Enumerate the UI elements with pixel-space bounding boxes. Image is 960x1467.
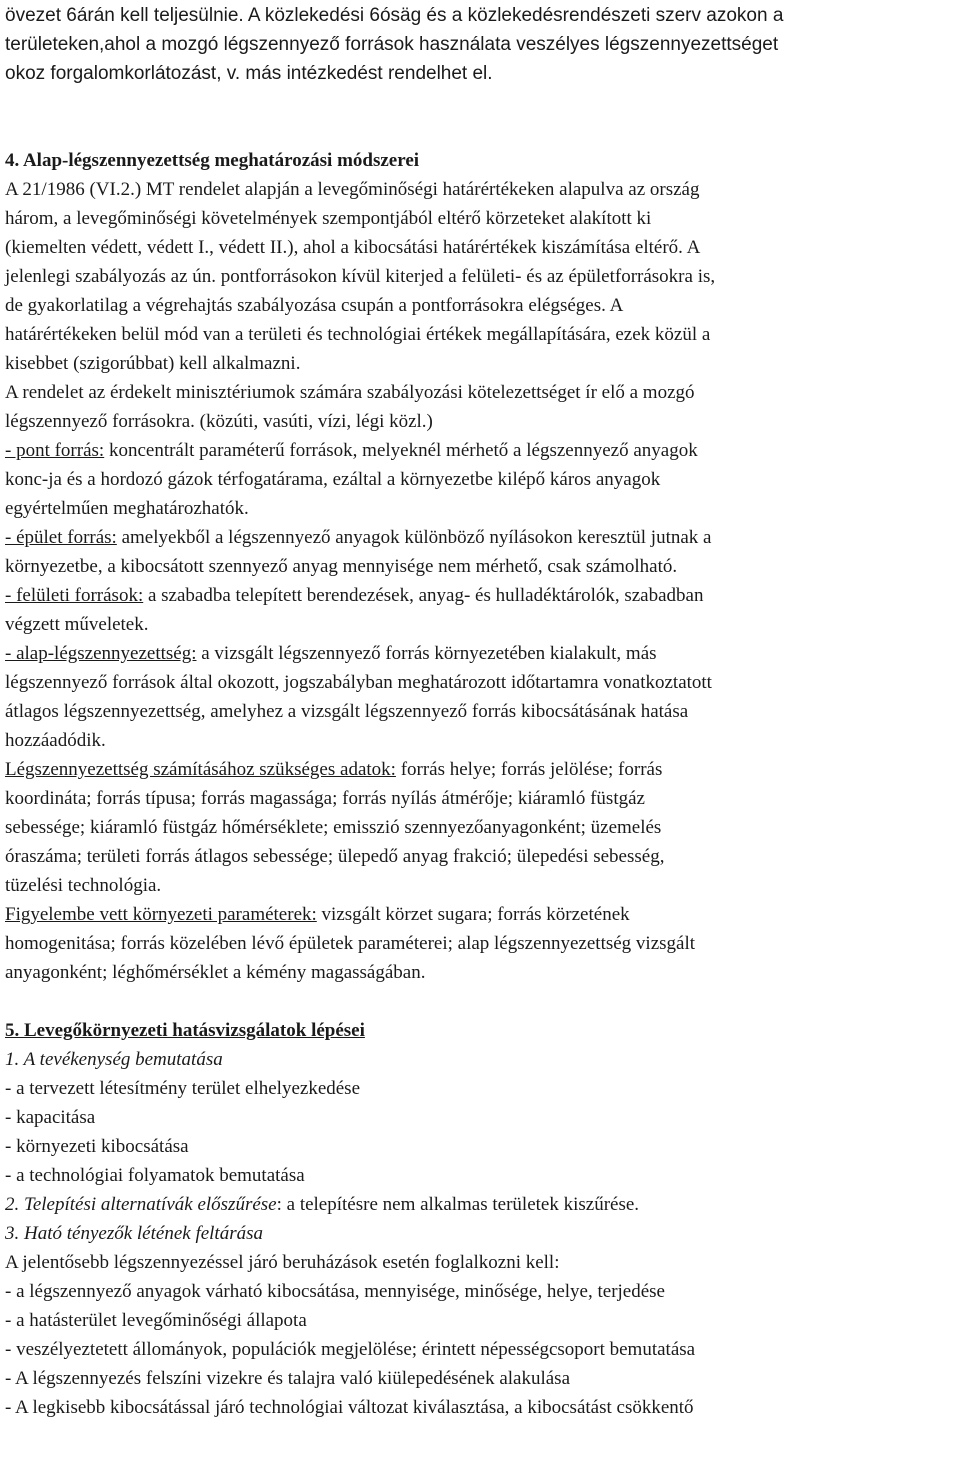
- section4-line: kisebbet (szigorúbbat) kell alkalmazni.: [5, 353, 301, 374]
- required-data-label: Légszennyezettség számításához szükséges adatok:: [5, 759, 396, 780]
- base-pollution-def: [5, 639, 955, 755]
- building-source-label: - épület forrás:: [5, 527, 117, 548]
- base-pollution-line: átlagos légszennyezettség, amelyhez a vizsgált légszennyező forrás kibocsátásának hatása: [5, 701, 689, 722]
- base-pollution-label: - alap-légszennyezettség:: [5, 643, 197, 664]
- building-source-line: környezetbe, a kibocsátott szennyező anyag mennyisége nem mérhető, csak számolható.: [5, 556, 678, 577]
- base-pollution-line: légszennyező források által okozott, jogszabályban meghatározott időtartamra vonatkoztatott: [5, 672, 712, 693]
- point-source-line: egyértelműen meghatározhatók.: [5, 498, 249, 519]
- step2-title: 2. Telepítési alternatívák előszűrése: [5, 1194, 277, 1215]
- section4-line: jelenlegi szabályozás az ún. pontforrásokon kívül kiterjed a felületi- és az épületforrásokra is,: [5, 266, 716, 287]
- step3-title: 3. Ható tényezők létének feltárása: [5, 1223, 264, 1244]
- base-pollution-text: a vizsgált légszennyező forrás környezetében kialakult, más: [196, 643, 657, 664]
- env-params-line: anyagonként; léghőmérséklet a kémény magasságában.: [5, 962, 426, 983]
- section5-heading: 5. Levegőkörnyezeti hatásvizsgálatok lépései: [5, 1020, 365, 1041]
- point-source-def: [5, 436, 955, 523]
- base-pollution-line: hozzáadódik.: [5, 730, 106, 751]
- point-source-text: koncentrált paraméterű források, melyeknél mérhető a légszennyező anyagok: [104, 440, 698, 461]
- surface-source-text: a szabadba telepített berendezések, anyag- és hulladéktárolók, szabadban: [143, 585, 704, 606]
- step3-item: - A legkisebb kibocsátással járó technológiai változat kiválasztása, a kibocsátást csökkentő: [5, 1397, 694, 1418]
- section4-heading: 4. Alap-légszennyezettség meghatározási módszerei: [5, 150, 420, 171]
- step3: [5, 1219, 955, 1422]
- section4-line: határértékeken belül mód van a területi és technológiai értékek megállapítására, ezek közül a: [5, 324, 711, 345]
- step1-item: - a tervezett létesítmény terület elhelyezkedése: [5, 1078, 361, 1099]
- section4-line: de gyakorlatilag a végrehajtás szabályozása csupán a pontforrásokra elégséges. A: [5, 295, 624, 316]
- spacer: [5, 88, 955, 146]
- step1-item: - kapacitása: [5, 1107, 96, 1128]
- building-source-def: [5, 523, 955, 581]
- required-data-line: sebessége; kiáramló füstgáz hőmérséklete; emisszió szennyezőanyagonként; üzemelés: [5, 817, 662, 838]
- section4-body: [5, 175, 955, 436]
- intro-paragraph: [5, 1, 955, 88]
- env-params-def: [5, 900, 955, 987]
- step1: [5, 1045, 955, 1190]
- surface-source-label: - felületi források:: [5, 585, 144, 606]
- step3-intro: A jelentősebb légszennyezéssel járó beruházások esetén foglalkozni kell:: [5, 1252, 560, 1273]
- point-source-label: - pont forrás:: [5, 440, 105, 461]
- env-params-label: Figyelembe vett környezeti paraméterek:: [5, 904, 317, 925]
- env-params-line: homogenitása; forrás közelében lévő épületek paraméterei; alap légszennyezettség vizsgált: [5, 933, 696, 954]
- section4-line: A 21/1986 (VI.2.) MT rendelet alapján a levegőminőségi határértékeken alapulva az ország: [5, 179, 700, 200]
- building-source-text: amelyekből a légszennyező anyagok különböző nyílásokon keresztül jutnak a: [116, 527, 712, 548]
- section4-line: légszennyező forrásokra. (közúti, vasúti, vízi, légi közl.): [5, 411, 433, 432]
- step3-item: - a légszennyező anyagok várható kibocsátása, mennyisége, minősége, helye, terjedése: [5, 1281, 665, 1302]
- required-data-line: koordináta; forrás típusa; forrás magassága; forrás nyílás átmérője; kiáramló füstgáz: [5, 788, 645, 809]
- section4-line: (kiemelten védett, védett I., védett II.), ahol a kibocsátási határértékek kiszámítása eltérő. A: [5, 237, 701, 258]
- env-params-text: vizsgált körzet sugara; forrás körzetének: [316, 904, 630, 925]
- step1-item: - környezeti kibocsátása: [5, 1136, 189, 1157]
- spacer: [5, 987, 955, 1016]
- required-data-text: forrás helye; forrás jelölése; forrás: [395, 759, 663, 780]
- document-page: [5, 1, 955, 1422]
- surface-source-def: [5, 581, 955, 639]
- section4-line: A rendelet az érdekelt minisztériumok számára szabályozási kötelezettséget ír elő a mozgó: [5, 382, 695, 403]
- intro-line: övezet 6árán kell teljesülnie. A közlekedési 6ósäg és a közlekedésrendészeti szerv azokon a: [5, 5, 784, 26]
- surface-source-line: végzett műveletek.: [5, 614, 149, 635]
- required-data-line: óraszáma; területi forrás átlagos sebessége; ülepedő anyag frakció; ülepedési sebesség,: [5, 846, 665, 867]
- step1-title: 1. A tevékenység bemutatása: [5, 1049, 223, 1070]
- point-source-line: konc-ja és a hordozó gázok térfogatárama, ezáltal a környezetbe kilépő káros anyagok: [5, 469, 661, 490]
- step2: [5, 1190, 955, 1219]
- step3-item: - veszélyeztetett állományok, populációk megjelölése; érintett népességcsoport bemutatása: [5, 1339, 696, 1360]
- step3-item: - a hatásterület levegőminőségi állapota: [5, 1310, 307, 1331]
- step3-item: - A légszennyezés felszíni vizekre és talajra való kiülepedésének alakulása: [5, 1368, 570, 1389]
- intro-line: területeken,ahol a mozgó légszennyező források használata veszélyes légszennyezettséget: [5, 34, 779, 55]
- section4-line: három, a levegőminőségi követelmények szempontjából eltérő körzeteket alakított ki: [5, 208, 652, 229]
- step2-text: : a telepítésre nem alkalmas területek kiszűrése.: [276, 1194, 640, 1215]
- required-data-line: tüzelési technológia.: [5, 875, 162, 896]
- intro-line: okoz forgalomkorlátozást, v. más intézkedést rendelhet el.: [5, 63, 493, 84]
- step1-item: - a technológiai folyamatok bemutatása: [5, 1165, 305, 1186]
- required-data-def: [5, 755, 955, 900]
